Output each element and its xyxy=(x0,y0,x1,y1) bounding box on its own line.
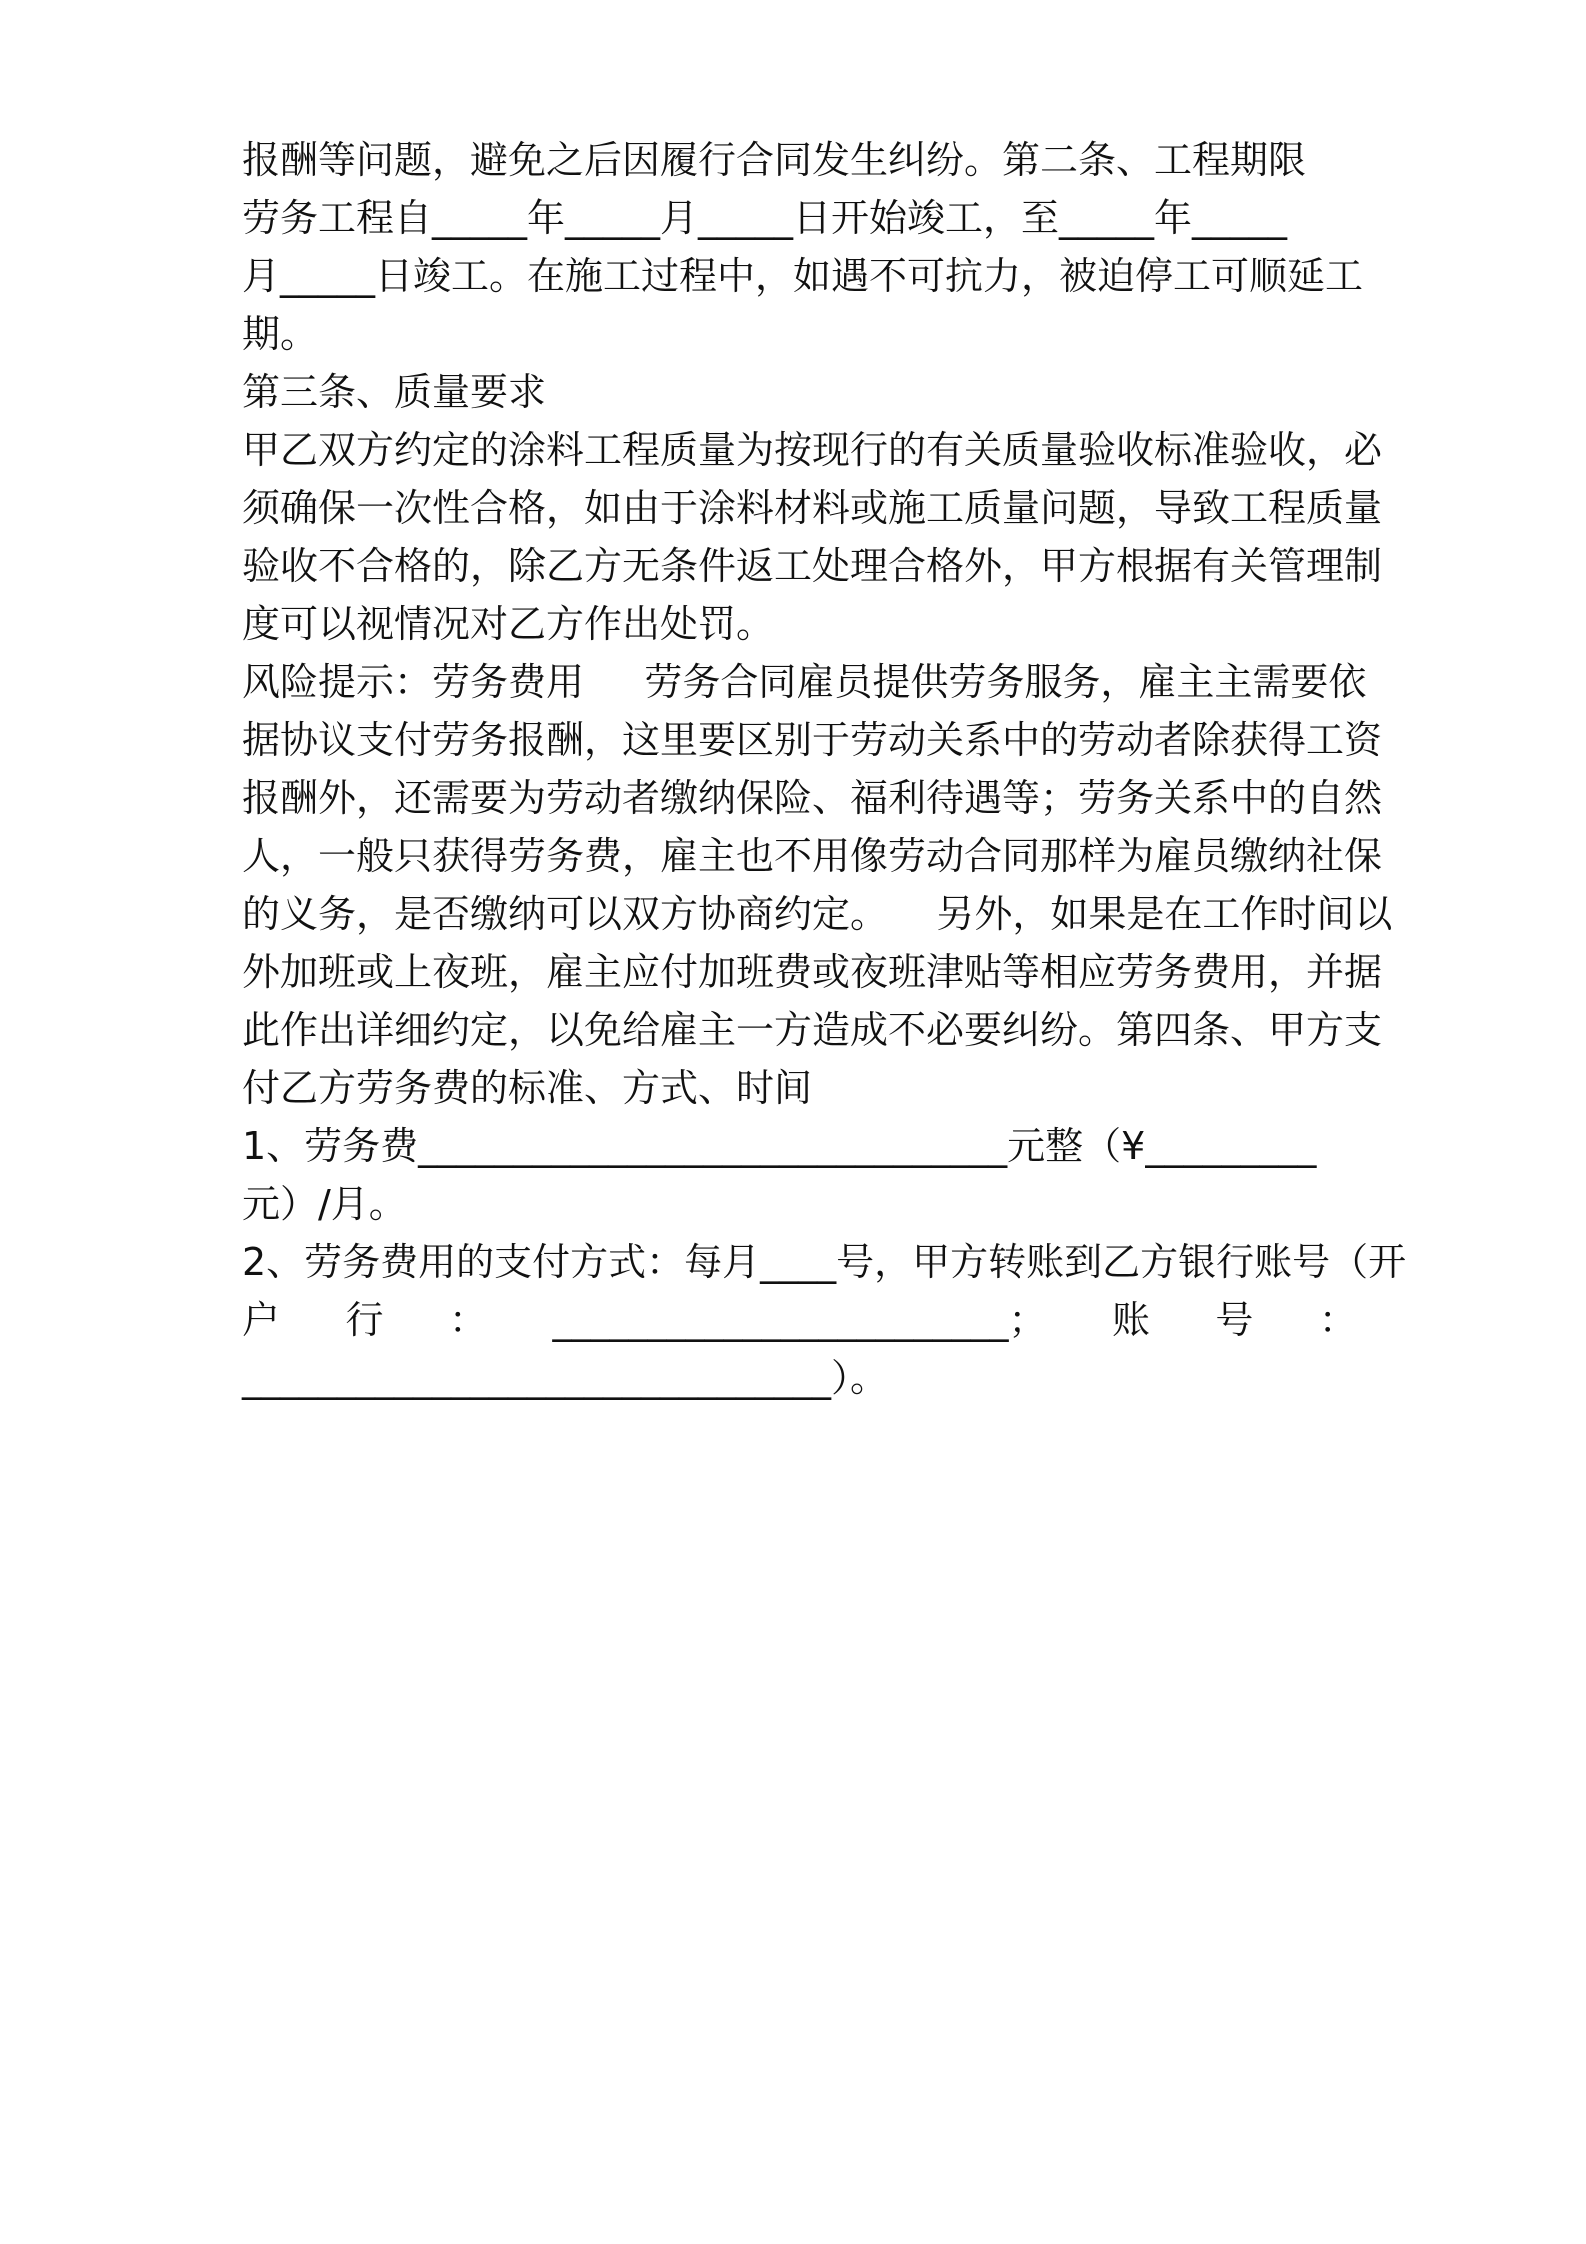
text-line: 的义务，是否缴纳可以双方协商约定。 另外，如果是在工作时间以 xyxy=(242,892,1393,936)
text-line: 风险提示：劳务费用 劳务合同雇员提供劳务服务，雇主主需要依 xyxy=(242,660,1367,704)
account-row-char: 行 xyxy=(345,1298,384,1342)
section-heading: 第三条、质量要求 xyxy=(242,370,547,414)
text-line: 报酬等问题，避免之后因履行合同发生纠纷。第二条、工程期限 xyxy=(242,138,1307,182)
text-line: 报酬外，还需要为劳动者缴纳保险、福利待遇等；劳务关系中的自然 xyxy=(242,776,1383,820)
text-line: 期。 xyxy=(242,312,319,356)
text-line: 此作出详细约定，以免给雇主一方造成不必要纠纷。第四条、甲方支 xyxy=(242,1008,1383,1052)
text-line: 验收不合格的，除乙方无条件返工处理合格外，甲方根据有关管理制 xyxy=(242,544,1383,588)
text-line: 甲乙双方约定的涂料工程质量为按现行的有关质量验收标准验收，必 xyxy=(242,428,1383,472)
text-line: 付乙方劳务费的标准、方式、时间 xyxy=(242,1066,813,1110)
account-number-blank: _______________________________）。 xyxy=(242,1356,889,1400)
text-line: 度可以视情况对乙方作出处罚。 xyxy=(242,602,775,646)
text-line: 人，一般只获得劳务费，雇主也不用像劳动合同那样为雇员缴纳社保 xyxy=(242,834,1383,878)
text-line: 元）/月。 xyxy=(242,1182,407,1226)
account-row-char: 户 xyxy=(242,1298,281,1342)
text-line: 劳务工程自_____年_____月_____日开始竣工，至_____年_____ xyxy=(242,196,1288,240)
text-line: 月_____日竣工。在施工过程中，如遇不可抗力，被迫停工可顺延工 xyxy=(242,254,1364,298)
text-line: 须确保一次性合格，如由于涂料材料或施工质量问题，导致工程质量 xyxy=(242,486,1383,530)
account-row xyxy=(242,1297,1357,1343)
text-line: 1、劳务费_______________________________元整（¥_________ xyxy=(242,1124,1317,1168)
account-row-char: 号 xyxy=(1215,1298,1254,1342)
text-line: 外加班或上夜班，雇主应付加班费或夜班津贴等相应劳务费用，并据 xyxy=(242,950,1383,994)
account-row-char: 账 xyxy=(1111,1298,1150,1342)
text-line: 据协议支付劳务报酬，这里要区别于劳动关系中的劳动者除获得工资 xyxy=(242,718,1383,762)
account-row-char: ： xyxy=(448,1298,487,1342)
bank-name-blank: ________________________； xyxy=(552,1298,1047,1342)
text-line: 2、劳务费用的支付方式：每月____号，甲方转账到乙方银行账号（开 xyxy=(242,1240,1407,1284)
account-row-char: ： xyxy=(1318,1298,1357,1342)
